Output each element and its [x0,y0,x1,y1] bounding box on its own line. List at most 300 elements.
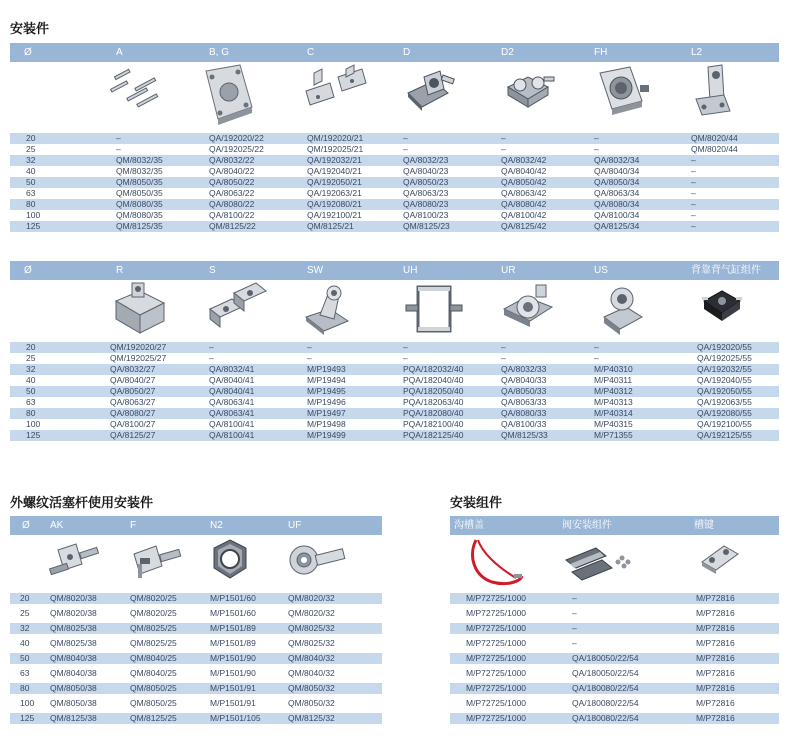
cell: QM/8020/25 [130,593,177,603]
cell: QA/192100/21 [307,210,362,220]
table-row [10,375,779,386]
cell-diameter: 100 [26,419,41,429]
cell: M/P72816 [696,593,735,603]
cell: QA/8125/42 [501,221,547,231]
cell-diameter: 63 [26,397,36,407]
cell: QM/8032/35 [116,166,163,176]
cell-diameter: 32 [26,364,36,374]
table2-rows [10,342,779,441]
cell: QA/8040/23 [403,166,449,176]
cell: QM/8020/38 [50,593,97,603]
cell-diameter: 50 [26,177,36,187]
assembly-table-images [450,536,779,592]
cell: M/P40311 [594,375,633,385]
col-header-valve-kit: 阀安装组件 [562,520,612,531]
table2-images [10,281,779,351]
col-header-ur: UR [501,265,516,276]
table-row [10,397,779,408]
cell: – [691,210,696,220]
cell: M/P72725/1000 [466,638,527,648]
cell: QM/192025/21 [307,144,364,154]
cell-diameter: 50 [26,386,36,396]
cell: QA/8063/27 [110,397,156,407]
cell: QA/8080/23 [403,199,449,209]
cell: M/P40310 [594,364,633,374]
cell: M/P72816 [696,698,735,708]
assembly-table-header [450,516,779,535]
cell: M/P72816 [696,638,735,648]
cell: QA/8050/23 [403,177,449,187]
cell: – [403,133,408,143]
slot-cover-icon [466,536,526,590]
cell: QM/8025/25 [130,638,177,648]
cell-diameter: 80 [26,199,36,209]
cell: QA/8100/23 [403,210,449,220]
cell: M/P72725/1000 [466,683,527,693]
cell: QM/8125/23 [403,221,450,231]
table-row [10,430,779,441]
cell-diameter: 100 [26,210,41,220]
cell: M/P40312 [594,386,633,396]
col-header-us: US [594,265,608,276]
rod-table-images [10,536,382,592]
cell: QA/192020/22 [209,133,264,143]
table-row [10,638,382,649]
cell: – [403,342,408,352]
cell-diameter: 25 [26,144,36,154]
cell: QA/8063/42 [501,188,547,198]
swivel-bearing-icon [500,281,558,337]
cell: QM/192025/27 [110,353,167,363]
cell: QA/8063/23 [403,188,449,198]
col-header-f: F [130,520,137,531]
cell: M/P40313 [594,397,633,407]
cell: QM/8020/44 [691,144,738,154]
cell: PQA/182050/40 [403,386,464,396]
table-row [450,653,779,664]
cell: QA/8040/41 [209,386,255,396]
cell: QM/8050/25 [130,683,177,693]
cell: QA/8050/22 [209,177,255,187]
cell: QA/192032/55 [697,364,752,374]
cell: QA/8125/34 [594,221,640,231]
table-row [450,623,779,634]
cell: QM/8050/32 [288,683,335,693]
cell-diameter: 20 [26,342,36,352]
cell: QA/8080/34 [594,199,640,209]
table-row [10,408,779,419]
cell: – [307,353,312,363]
cell: M/P72725/1000 [466,623,527,633]
angle-bracket-icon [690,63,736,123]
spherical-bearing-icon [596,281,648,339]
section-title-mounting: 安装件 [10,22,50,37]
cell: M/P1501/91 [210,683,256,693]
cell-diameter: 20 [20,593,30,603]
table-row [10,342,779,353]
cell: QM/8025/38 [50,623,97,633]
cell: M/P1501/89 [210,623,256,633]
rod-clevis-icon [128,536,184,586]
flange-plate-icon [200,63,256,131]
cell: QM/8125/25 [130,713,177,723]
cell: M/P72725/1000 [466,608,527,618]
cell: QM/8020/32 [288,593,335,603]
cell: QA/8080/27 [110,408,156,418]
table-row [10,668,382,679]
cell: M/P72725/1000 [466,668,527,678]
cell: – [691,188,696,198]
cell: QA/180050/22/54 [572,653,639,663]
col-header-d2: D2 [501,47,514,58]
table-row [450,638,779,649]
cell: – [594,342,599,352]
table-row [10,210,779,221]
table-row [10,419,779,430]
cell: M/P71355 [594,430,633,440]
cell: QA/8063/22 [209,188,255,198]
cell: – [691,177,696,187]
table-row [10,608,382,619]
cell: QA/8063/41 [209,408,255,418]
section-title-rod-mountings: 外螺纹活塞杆使用安装件 [10,496,154,511]
cell: M/P72725/1000 [466,698,527,708]
col-header-diameter: Ø [24,265,32,276]
table-row [10,155,779,166]
cell: – [572,638,577,648]
table-row [450,668,779,679]
cell-diameter: 63 [20,668,30,678]
cell: QM/8025/32 [288,638,335,648]
cell: – [594,133,599,143]
cell: QM/8050/38 [50,698,97,708]
col-header-ak: AK [50,520,64,531]
cell: QM/8040/25 [130,668,177,678]
cell: QA/8100/41 [209,430,255,440]
cell: – [572,593,577,603]
cell: M/P19494 [307,375,346,385]
cell: QA/8063/41 [209,397,255,407]
cell-diameter: 40 [26,375,36,385]
cell: QA/8080/22 [209,199,255,209]
cell: M/P72816 [696,668,735,678]
cell: QM/8020/38 [50,608,97,618]
foot-brackets-icon [300,63,372,119]
cell: M/P72816 [696,653,735,663]
cell: PQA/182032/40 [403,364,464,374]
table-row [10,386,779,397]
trunnion-block-icon [592,63,652,119]
col-header-r: R [116,265,124,276]
cell: QM/8125/22 [209,221,256,231]
cell: QA/8100/41 [209,419,255,429]
cell: QA/8040/34 [594,166,640,176]
cell: QA/8080/33 [501,408,547,418]
col-header-diameter: Ø [22,520,30,531]
cell: – [501,133,506,143]
cell: PQA/182125/40 [403,430,464,440]
cell: – [501,342,506,352]
cell-diameter: 50 [20,653,30,663]
col-header-tandem: 背靠背气缸组件 [691,265,761,276]
table2-header [10,261,779,280]
cell: QM/8125/21 [307,221,354,231]
table1-rows [10,133,779,232]
cell: QA/192100/55 [697,419,752,429]
cell: M/P40314 [594,408,633,418]
cell: QA/8100/34 [594,210,640,220]
cell: QM/8032/35 [116,155,163,165]
table-row [10,166,779,177]
cell: M/P19493 [307,364,346,374]
cell: M/P19497 [307,408,346,418]
table-row [10,364,779,375]
assembly-table-rows [450,593,779,725]
col-header-c: C [307,47,315,58]
cell: QA/192040/55 [697,375,752,385]
table-row [10,713,382,724]
cell: QA/8080/42 [501,199,547,209]
cell: PQA/182100/40 [403,419,464,429]
table-row [10,177,779,188]
cell: – [403,144,408,154]
cell: QA/8063/33 [501,397,547,407]
col-header-a: A [116,47,123,58]
cell: QM/8040/32 [288,668,335,678]
cell: QM/8025/25 [130,623,177,633]
cell: QA/192125/55 [697,430,752,440]
cell: QM/192020/21 [307,133,364,143]
rod-eye-icon [286,536,350,586]
cell: QM/8125/33 [501,430,548,440]
cell: M/P40315 [594,419,633,429]
cell: M/P72816 [696,713,735,723]
cell-diameter: 80 [20,683,30,693]
cell: QM/8125/35 [116,221,163,231]
cell: M/P1501/90 [210,668,256,678]
cell: QA/8100/22 [209,210,255,220]
cell: QA/192025/22 [209,144,264,154]
col-header-d: D [403,47,411,58]
cell: QA/8050/34 [594,177,640,187]
cell-diameter: 32 [20,623,30,633]
cell: QA/8040/22 [209,166,255,176]
cell: – [691,221,696,231]
cell: QA/8040/33 [501,375,547,385]
cell: QA/192032/21 [307,155,362,165]
cell: QA/8100/27 [110,419,156,429]
cell: – [403,353,408,363]
cell: QM/8020/44 [691,133,738,143]
col-header-bg: B, G [209,47,230,58]
cell: QA/180080/22/54 [572,698,639,708]
cell-diameter: 125 [26,221,41,231]
cell-diameter: 125 [26,430,41,440]
cell: QA/8063/34 [594,188,640,198]
cell: M/P72725/1000 [466,593,527,603]
cell: QM/8025/32 [288,623,335,633]
cell: QA/180050/22/54 [572,668,639,678]
table1-images [10,63,779,133]
col-header-sw: SW [307,265,324,276]
cell: M/P72725/1000 [466,713,527,723]
cell: – [307,342,312,352]
cell-diameter: 125 [20,713,35,723]
cell: M/P1501/60 [210,593,256,603]
col-header-slot-cover: 沟槽盖 [454,520,484,531]
cell: QM/8040/32 [288,653,335,663]
table-row [450,698,779,709]
cell: QA/192050/55 [697,386,752,396]
cell: M/P72816 [696,623,735,633]
cell: – [116,144,121,154]
cell: QA/8032/41 [209,364,255,374]
cell: – [691,199,696,209]
cell: M/P1501/90 [210,653,256,663]
cell: QA/192040/21 [307,166,362,176]
cell: QA/192020/55 [697,342,752,352]
cell: QA/8040/27 [110,375,156,385]
cell: QA/192063/21 [307,188,362,198]
cell-diameter: 32 [26,155,36,165]
cell: M/P72816 [696,683,735,693]
cell: QA/8100/42 [501,210,547,220]
hex-nut-icon [208,536,252,584]
cell-diameter: 20 [26,133,36,143]
cell: – [209,353,214,363]
swivel-eye-icon [302,281,356,341]
cell: QA/8050/33 [501,386,547,396]
cell: M/P19499 [307,430,346,440]
col-header-diameter: Ø [24,47,32,58]
table-row [450,713,779,724]
table-row [10,698,382,709]
cell: QM/8020/25 [130,608,177,618]
tandem-kit-icon [698,281,748,331]
cell: QM/8020/32 [288,608,335,618]
cell: QM/8080/35 [116,199,163,209]
table-row [450,593,779,604]
cell: QM/8040/25 [130,653,177,663]
cell: QM/8040/38 [50,653,97,663]
table-row [10,221,779,232]
cell-diameter: 25 [26,353,36,363]
cell: – [209,342,214,352]
table-row [10,199,779,210]
table-row [450,608,779,619]
cell: M/P19498 [307,419,346,429]
col-header-uf: UF [288,520,302,531]
cell: – [691,166,696,176]
cell: QA/8040/42 [501,166,547,176]
cell: QM/8125/32 [288,713,335,723]
cell: QA/8040/41 [209,375,255,385]
cell: M/P1501/60 [210,608,256,618]
cell: – [501,353,506,363]
cell: M/P72816 [696,608,735,618]
cell: – [572,608,577,618]
valve-mounting-kit-icon [562,536,638,590]
cell: M/P72725/1000 [466,653,527,663]
cell-diameter: 100 [20,698,35,708]
table-row [10,653,382,664]
cell: PQA/182080/40 [403,408,464,418]
col-header-fh: FH [594,47,608,58]
cell: QA/8050/42 [501,177,547,187]
cell: QM/8050/35 [116,177,163,187]
cell: – [594,144,599,154]
clevis-bracket-icon [400,63,462,119]
cell: QM/8050/32 [288,698,335,708]
cell-diameter: 25 [20,608,30,618]
cell: QA/192025/55 [697,353,752,363]
cell: QA/192063/55 [697,397,752,407]
cell-diameter: 80 [26,408,36,418]
cell: – [116,133,121,143]
cell: QM/8080/35 [116,210,163,220]
double-clevis-icon [498,63,560,119]
cell-diameter: 63 [26,188,36,198]
cell: – [501,144,506,154]
rod-coupler-icon [46,536,104,586]
col-header-l2: L2 [691,47,703,58]
cell: M/P19495 [307,386,346,396]
cell: QM/8025/38 [50,638,97,648]
cell: QM/8040/38 [50,668,97,678]
cell: QA/180080/22/54 [572,713,639,723]
cell: – [594,353,599,363]
pivot-pins-icon [106,63,168,119]
cell: QA/8032/23 [403,155,449,165]
cell: QM/8050/25 [130,698,177,708]
pivot-blocks-icon [206,281,270,333]
cell: M/P1501/89 [210,638,256,648]
cell-diameter: 40 [20,638,30,648]
cell: QA/8032/34 [594,155,640,165]
table-row [10,593,382,604]
table1-header [10,43,779,62]
col-header-uh: UH [403,265,418,276]
cell: QM/8050/38 [50,683,97,693]
table-row [10,188,779,199]
cell: QA/8032/27 [110,364,156,374]
col-header-s: S [209,265,216,276]
cell-diameter: 40 [26,166,36,176]
table-row [450,683,779,694]
cell: M/P1501/91 [210,698,256,708]
cell: QM/8125/38 [50,713,97,723]
cell: – [691,155,696,165]
cell: M/P1501/105 [210,713,261,723]
rod-table-rows [10,593,382,725]
cell: QA/192080/21 [307,199,362,209]
rear-clevis-icon [110,281,172,339]
cell: PQA/182063/40 [403,397,464,407]
cell: PQA/182040/40 [403,375,464,385]
cell: QA/8050/27 [110,386,156,396]
cell: QA/8100/33 [501,419,547,429]
slot-nut-icon [698,536,744,580]
trunnion-frame-icon [402,281,466,341]
cell: QA/192080/55 [697,408,752,418]
cell: – [572,623,577,633]
col-header-n2: N2 [210,520,223,531]
table-row [10,133,779,144]
col-header-slot-nut: 槽键 [694,520,714,531]
table-row [10,144,779,155]
cell: QA/192050/21 [307,177,362,187]
cell: QM/8050/35 [116,188,163,198]
